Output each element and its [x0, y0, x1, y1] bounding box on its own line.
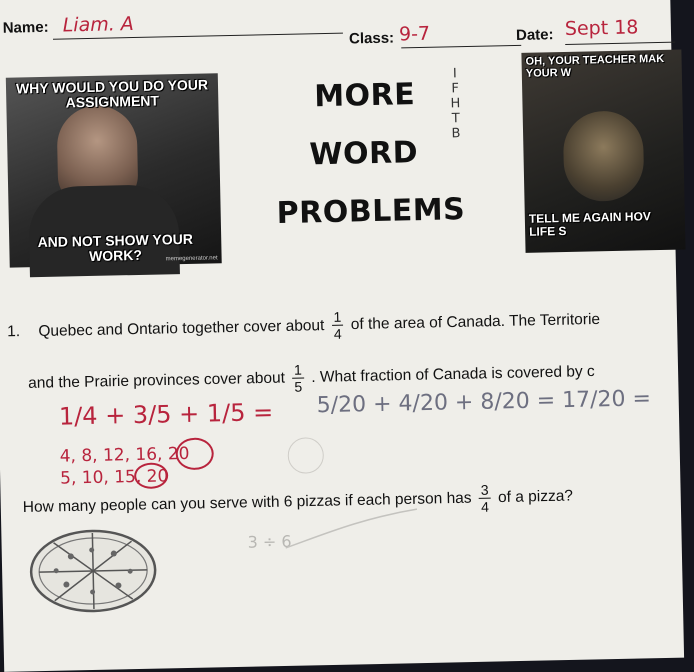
title-line-3: PROBLEMS — [276, 192, 466, 232]
circle-twenty-first — [175, 437, 214, 470]
question-2: How many people can you serve with 6 pizzas if each person has $\frac{3}{4}$ of a pizza? — [22, 481, 574, 517]
question-1-line-1: 1. Quebec and Ontario together cover about $\frac{1}{4}$ of the area of Canada. The Territorie — [6, 308, 601, 342]
work-multiples-of-5: 5, 10, 15, 20 — [59, 466, 169, 489]
fraction-three-quarters: $\frac{3}{4}$ — [480, 481, 490, 515]
date-value: Sept 18 — [564, 16, 639, 40]
question-1-number: 1. — [6, 323, 21, 341]
pizza-icon — [25, 525, 161, 618]
fraction-one-fifth: $\frac{1}{5}$ — [293, 361, 303, 395]
date-label: Date: — [515, 26, 554, 44]
question-1-line-2: and the Prairie provinces cover about $\frac{1}{5}$ . What fraction of Canada is covered by c — [28, 361, 595, 395]
title-line-1: MORE — [313, 77, 416, 115]
work-faint-division: 3 ÷ 6 — [247, 531, 292, 552]
meme-right-bottom-text: TELL ME AGAIN HOV LIFE S — [528, 209, 652, 239]
meme-left-bottom-text: AND NOT SHOW YOUR WORK? — [37, 230, 194, 264]
date-underline — [565, 42, 675, 45]
vertical-note: I F H T B — [450, 66, 461, 142]
title-line-2: WORD — [309, 135, 419, 173]
name-value: Liam. A — [62, 12, 135, 37]
meme-right-figure — [563, 110, 645, 202]
class-underline — [401, 45, 521, 49]
fraction-one-quarter: $\frac{1}{4}$ — [333, 308, 342, 342]
class-value: 9-7 — [398, 22, 431, 46]
meme-watermark: memegenerator.net — [165, 255, 218, 263]
work-multiples-of-4: 4, 8, 12, 16, 20 — [59, 443, 190, 467]
faint-pencil-stroke — [281, 503, 422, 556]
meme-image-right — [521, 50, 685, 253]
class-label: Class: — [348, 29, 395, 48]
work-pencil-equation: 5/20 + 4/20 + 8/20 = 17/20 = — [316, 386, 652, 419]
name-label: Name: — [2, 18, 49, 37]
meme-right-top-text: OH, YOUR TEACHER MAK YOUR W — [525, 52, 665, 80]
meme-image-left — [6, 73, 222, 267]
work-red-equation: 1/4 + 3/5 + 1/5 = — [58, 398, 274, 431]
meme-left-top-text: WHY WOULD YOU DO YOUR ASSIGNMENT — [15, 76, 209, 111]
faint-circle-mark — [287, 437, 324, 474]
